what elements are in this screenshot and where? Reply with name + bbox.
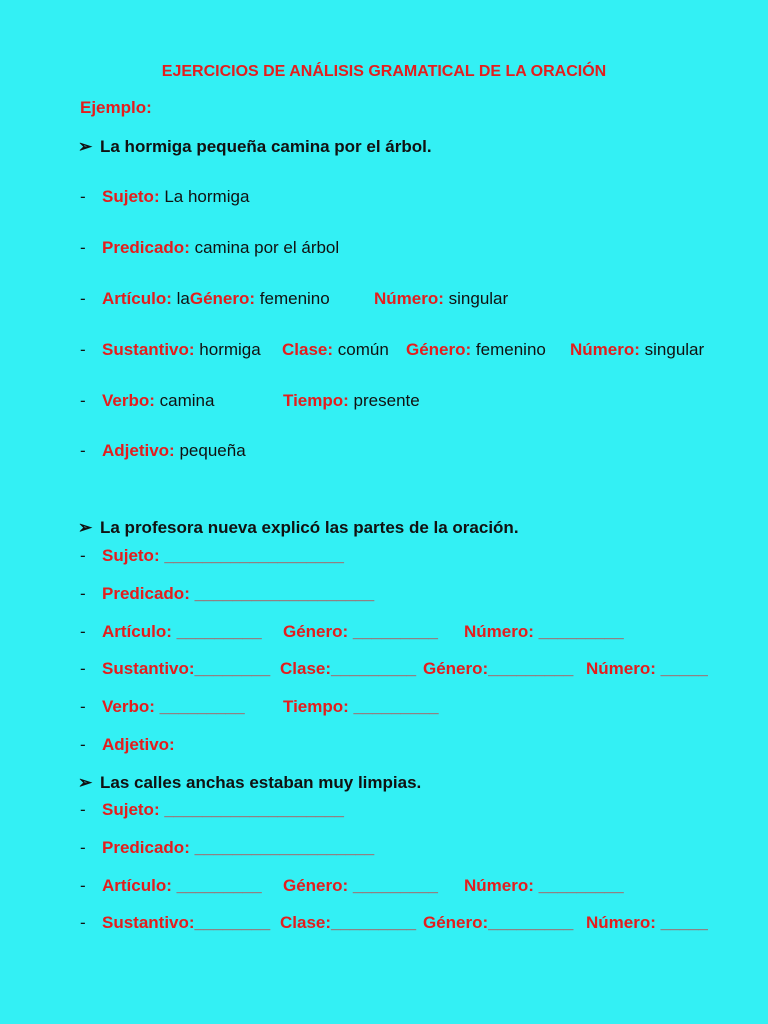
exercise1-sujeto-row	[80, 546, 344, 566]
verbo-value: camina	[159, 391, 215, 410]
page-title: EJERCICIOS DE ANÁLISIS GRAMATICAL DE LA ORACIÓN	[161, 63, 607, 80]
numero-blank: Número: _________	[464, 876, 624, 895]
tiempo-label: Tiempo:	[283, 391, 349, 410]
example-sentence: La hormiga pequeña camina por el árbol.	[100, 137, 432, 156]
predicado-value: camina por el árbol	[194, 238, 340, 257]
exercise1-sustantivo-row	[80, 659, 740, 679]
example-articulo-row	[80, 289, 700, 309]
adjetivo-label: Adjetivo:	[102, 441, 175, 460]
numero-blank: Número: _____	[586, 659, 708, 678]
genero-blank: Género:_________	[423, 659, 574, 678]
exercise1-sentence: La profesora nueva explicó las partes de la oración.	[100, 518, 519, 537]
bullet-arrow-icon: ➢	[78, 137, 93, 156]
example-predicado-row	[80, 238, 339, 258]
bullet-arrow-icon: ➢	[78, 773, 93, 792]
dash-marker: -	[80, 800, 86, 819]
example-sentence-row	[78, 137, 432, 157]
example-verbo-row	[80, 391, 480, 411]
numero-value: singular	[448, 289, 509, 308]
exercise1-verbo-row	[80, 697, 480, 717]
numero-value: singular	[644, 340, 705, 359]
adjetivo-blank: Adjetivo:	[102, 735, 175, 754]
sustantivo-blank: Sustantivo:________	[102, 913, 271, 932]
verbo-label: Verbo:	[102, 391, 155, 410]
dash-marker: -	[80, 913, 86, 932]
dash-marker: -	[80, 546, 86, 565]
dash-marker: -	[80, 391, 86, 410]
predicado-label: Predicado:	[102, 238, 190, 257]
numero-label: Número:	[374, 289, 444, 308]
ejemplo-label: Ejemplo:	[80, 98, 152, 117]
clase-value: común	[337, 340, 389, 359]
genero-blank: Género: _________	[283, 876, 438, 895]
example-sujeto-row	[80, 187, 249, 207]
sujeto-value: La hormiga	[164, 187, 250, 206]
genero-blank: Género: _________	[283, 622, 438, 641]
adjetivo-value: pequeña	[179, 441, 246, 460]
dash-marker: -	[80, 441, 86, 460]
articulo-blank: Artículo: _________	[102, 876, 262, 895]
dash-marker: -	[80, 238, 86, 257]
sujeto-blank: Sujeto: ___________________	[102, 800, 344, 819]
genero-label: Género:	[189, 289, 256, 308]
sustantivo-blank: Sustantivo:________	[102, 659, 271, 678]
exercise2-sujeto-row	[80, 800, 344, 820]
clase-label: Clase:	[282, 340, 334, 359]
articulo-value: la	[176, 289, 190, 308]
exercise1-adjetivo-row	[80, 735, 175, 755]
sujeto-label: Sujeto:	[102, 187, 160, 206]
exercise1-articulo-row	[80, 622, 680, 642]
exercise2-sentence-row	[78, 773, 421, 793]
genero-value: femenino	[475, 340, 546, 359]
example-sustantivo-row	[80, 340, 740, 360]
dash-marker: -	[80, 187, 86, 206]
bullet-arrow-icon: ➢	[78, 518, 93, 537]
exercise2-sustantivo-row	[80, 913, 740, 933]
clase-blank: Clase:_________	[280, 913, 417, 932]
exercise1-predicado-row	[80, 584, 374, 604]
dash-marker: -	[80, 289, 86, 308]
dash-marker: -	[80, 340, 86, 359]
predicado-blank: Predicado: ___________________	[102, 584, 375, 603]
articulo-blank: Artículo: _________	[102, 622, 262, 641]
genero-label: Género:	[406, 340, 472, 359]
dash-marker: -	[80, 838, 86, 857]
dash-marker: -	[80, 622, 86, 641]
numero-blank: Número: _____	[586, 913, 708, 932]
numero-blank: Número: _________	[464, 622, 624, 641]
exercise2-predicado-row	[80, 838, 374, 858]
dash-marker: -	[80, 659, 86, 678]
numero-label: Número:	[570, 340, 640, 359]
example-adjetivo-row	[80, 441, 246, 461]
dash-marker: -	[80, 584, 86, 603]
dash-marker: -	[80, 735, 86, 754]
dash-marker: -	[80, 697, 86, 716]
sustantivo-label: Sustantivo:	[102, 340, 195, 359]
tiempo-blank: Tiempo: _________	[283, 697, 439, 716]
sujeto-blank: Sujeto: ___________________	[102, 546, 344, 565]
exercise2-sentence: Las calles anchas estaban muy limpias.	[100, 773, 422, 792]
predicado-blank: Predicado: ___________________	[102, 838, 375, 857]
tiempo-value: presente	[353, 391, 420, 410]
verbo-blank: Verbo: _________	[102, 697, 245, 716]
genero-blank: Género:_________	[423, 913, 574, 932]
clase-blank: Clase:_________	[280, 659, 417, 678]
articulo-label: Artículo:	[102, 289, 172, 308]
sustantivo-value: hormiga	[199, 340, 261, 359]
dash-marker: -	[80, 876, 86, 895]
exercise1-sentence-row	[78, 518, 519, 538]
genero-value: femenino	[259, 289, 330, 308]
exercise2-articulo-row	[80, 876, 680, 896]
